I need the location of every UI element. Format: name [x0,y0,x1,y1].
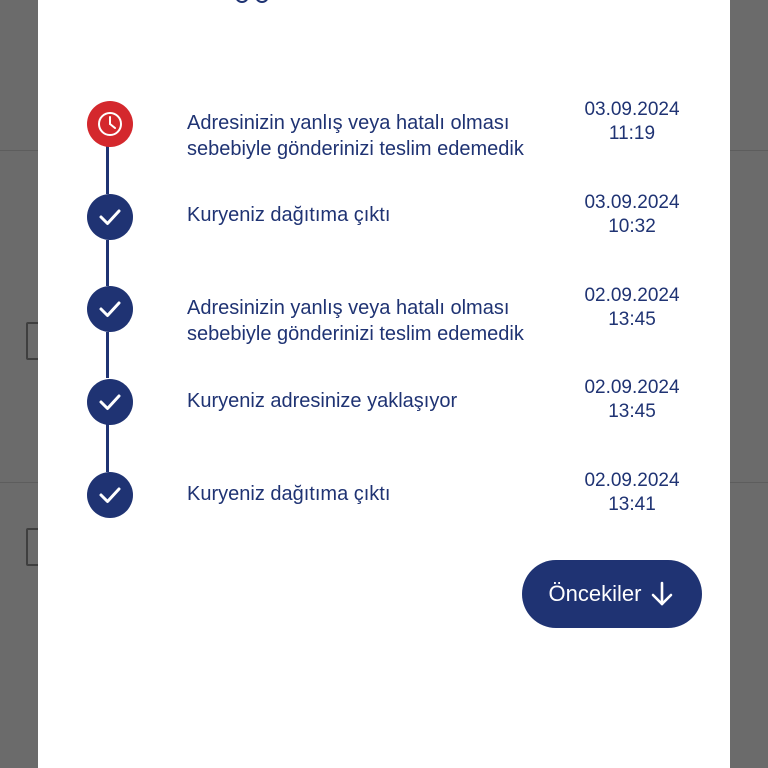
timeline-item-date: 03.09.2024 [584,99,680,120]
timeline-item-time: 13:45 [608,309,656,330]
timeline-item-date: 02.09.2024 [584,285,680,306]
clock-icon [87,101,133,147]
timeline-item-time: 10:32 [608,216,656,237]
timeline-connector [106,332,109,378]
check-icon [87,194,133,240]
timeline-item-date: 02.09.2024 [584,377,680,398]
timeline-connector [106,424,109,472]
previous-button-label: Öncekiler [548,581,642,606]
timeline-item-date: 03.09.2024 [584,192,680,213]
timeline-item-time: 13:41 [608,494,656,515]
check-icon [87,472,133,518]
timeline-connector [106,240,109,286]
tracking-history-modal [38,0,730,768]
timeline-connector [106,146,109,194]
previous-button[interactable] [522,560,702,628]
timeline-item-time: 11:19 [608,123,656,144]
check-icon [87,379,133,425]
timeline-item-text: Adresinizin yanlış veya hatalı olması sebebiyle gönderinizi teslim edemedik [187,297,524,345]
timeline-item-text: Kuryeniz adresinize yaklaşıyor [187,390,458,412]
check-icon [87,286,133,332]
timeline-item-text: Adresinizin yanlış veya hatalı olması sebebiyle gönderinizi teslim edemedik [187,112,524,160]
timeline-item-text: Kuryeniz dağıtıma çıktı [187,204,391,226]
timeline-item-text: Kuryeniz dağıtıma çıktı [187,483,391,505]
delivery-truck-icon [224,0,288,10]
arrow-down-icon [649,580,675,608]
location-icon [344,0,364,4]
timeline-item-time: 13:45 [608,401,656,422]
timeline-item-date: 02.09.2024 [584,470,680,491]
